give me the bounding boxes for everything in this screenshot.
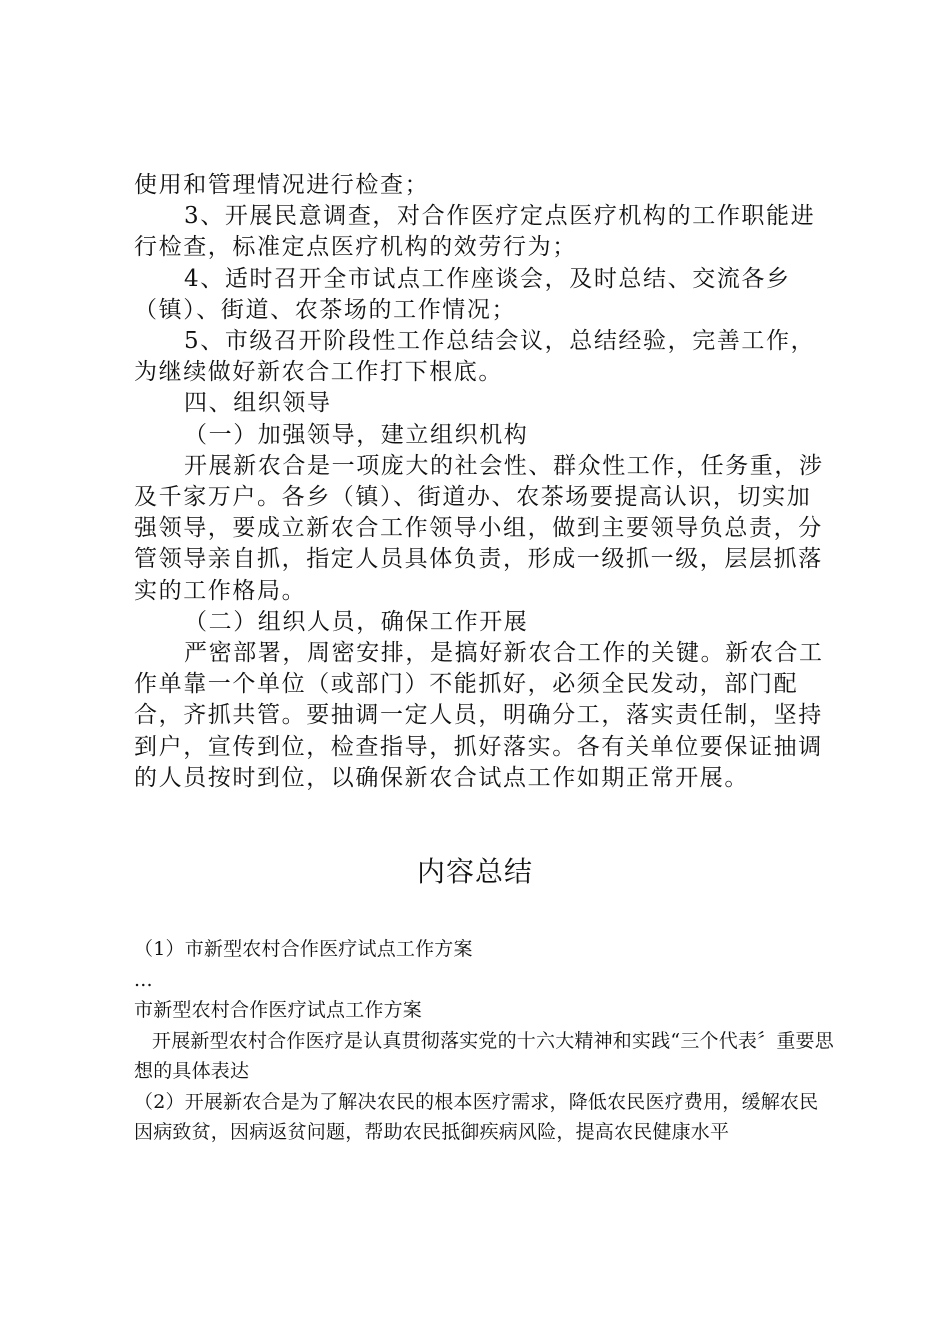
paragraph-personnel: 严密部署，周密安排，是搞好新农合工作的关键。新农合工作单靠一个单位（或部门）不能抓好，必须全民发动，部门配合，齐抓共管。要抽调一定人员，明确分工，落实责任制，坚持到户，宣传到位，检查指导，抓好落实。各有关单位要保证抽调的人员按时到位，以确保新农合试点工作如期正常开展。 [134, 640, 824, 791]
summary-section [134, 934, 834, 1148]
summary-item-1: （1）市新型农村合作医疗试点工作方案 [134, 938, 473, 960]
paragraph-item-5: 5、市级召开阶段性工作总结会议，总结经验，完善工作，为继续做好新农合工作打下根底。 [134, 328, 816, 386]
document-body [134, 170, 824, 794]
paragraph-item-3: 3、开展民意调查，对合作医疗定点医疗机构的工作职能进行检查，标准定点医疗机构的效劳行为； [134, 203, 816, 261]
summary-item-2: （2）开展新农合是为了解决农民的根本医疗需求，降低农民医疗费用，缓解农民因病致贫，因病返贫问题，帮助农民抵御疾病风险，提高农民健康水平 [134, 1090, 819, 1143]
paragraph-inspection-continued: 使用和管理情况进行检查； [134, 172, 430, 198]
summary-plan-title: 市新型农村合作医疗试点工作方案 [134, 999, 423, 1021]
section-heading-organization: 四、组织领导 [184, 390, 332, 417]
paragraph-item-4: 4、适时召开全市试点工作座谈会，及时总结、交流各乡（镇）、街道、农茶场的工作情况； [134, 265, 791, 323]
subheading-leadership: （一）加强领导，建立组织机构 [184, 421, 529, 448]
subheading-personnel: （二）组织人员，确保工作开展 [184, 608, 529, 635]
paragraph-leadership: 开展新农合是一项庞大的社会性、群众性工作，任务重，涉及千家万户。各乡（镇）、街道办、农茶场要提高认识，切实加强领导，要成立新农合工作领导小组，做到主要领导负总责，分管领导亲自抓，指定人员具体负责，形成一级抓一级，层层抓落实的工作格局。 [134, 452, 824, 604]
summary-ellipsis: ... [134, 968, 153, 991]
summary-plan-intro: 开展新型农村合作医疗是认真贯彻落实党的十六大精神和实践“三个代表〞重要思想的具体表达 [134, 1029, 834, 1082]
summary-title: 内容总结 [416, 855, 533, 888]
